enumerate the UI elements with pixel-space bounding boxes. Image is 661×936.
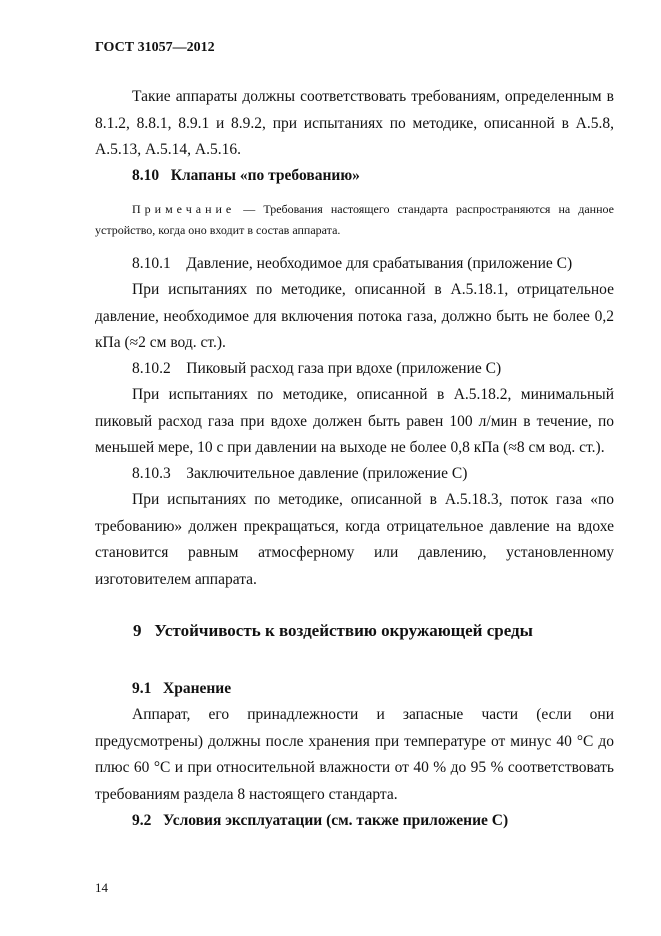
subsection-title: Пиковый расход газа при вдохе (приложение С) — [186, 360, 502, 377]
document-header: ГОСТ 31057—2012 — [95, 40, 215, 55]
section-number: 8.10 — [132, 167, 160, 184]
section-number: 9.2 — [132, 812, 152, 829]
section-number: 9.1 — [132, 680, 152, 697]
section-title: Условия эксплуатации (см. также приложение С) — [163, 812, 509, 829]
subsection-heading-8-10-3 — [95, 461, 614, 488]
paragraph-8-10-2: При испытаниях по методике, описанной в А.5.18.2, минимальный пиковый расход газа при вдохе должен быть равен 100 л/мин в течение, по меньшей мере, 10 с при давлении на выходе не более 0,8 кПа (≈8 см вод. ст.). — [95, 386, 614, 456]
section-title: Хранение — [163, 680, 232, 697]
note-text: — Требования настоящего стандарта распространяются на данное устройство, когда оно входит в состав аппарата. — [95, 202, 614, 237]
section-heading-8-10 — [95, 163, 614, 190]
subsection-title: Заключительное давление (приложение С) — [186, 465, 468, 482]
chapter-heading-9 — [133, 621, 533, 641]
note-label: Примечание — [132, 202, 236, 216]
subsection-heading-8-10-1 — [95, 251, 614, 278]
subsection-number: 8.10.2 — [132, 360, 171, 377]
chapter-number: 9 — [133, 621, 142, 640]
paragraph-9-1: Аппарат, его принадлежности и запасные части (если они предусмотрены) должны после хранения при температуре от минус 40 °С до плюс 60 °С и при относительной влажности от 40 % до 95 % соответствовать требованиям раздела 8 настоящего стандарта. — [95, 706, 614, 803]
subsection-title: Давление, необходимое для срабатывания (приложение С) — [186, 255, 573, 272]
page-number: 14 — [95, 880, 108, 895]
subsection-number: 8.10.3 — [132, 465, 171, 482]
subsection-heading-8-10-2 — [95, 356, 614, 383]
section-heading-9-1 — [95, 676, 614, 703]
section-title: Клапаны «по требованию» — [170, 167, 360, 184]
section-heading-9-2 — [95, 808, 614, 835]
subsection-number: 8.10.1 — [132, 255, 171, 272]
note-block — [95, 199, 614, 241]
chapter-title: Устойчивость к воздействию окружающей среды — [154, 621, 533, 640]
paragraph-requirements: Такие аппараты должны соответствовать требованиям, определенным в 8.1.2, 8.8.1, 8.9.1 и 8.9.2, при испытаниях по методике, описанной в А.5.8, А.5.13, А.5.14, А.5.16. — [95, 88, 614, 158]
paragraph-8-10-3: При испытаниях по методике, описанной в А.5.18.3, поток газа «по требованию» должен прекращаться, когда отрицательное давление на вдохе становится равным атмосферному или давлению, установленному изготовителем аппарата. — [95, 491, 614, 588]
paragraph-8-10-1: При испытаниях по методике, описанной в А.5.18.1, отрицательное давление, необходимое для включения потока газа, должно быть не более 0,2 кПа (≈2 см вод. ст.). — [95, 281, 614, 351]
